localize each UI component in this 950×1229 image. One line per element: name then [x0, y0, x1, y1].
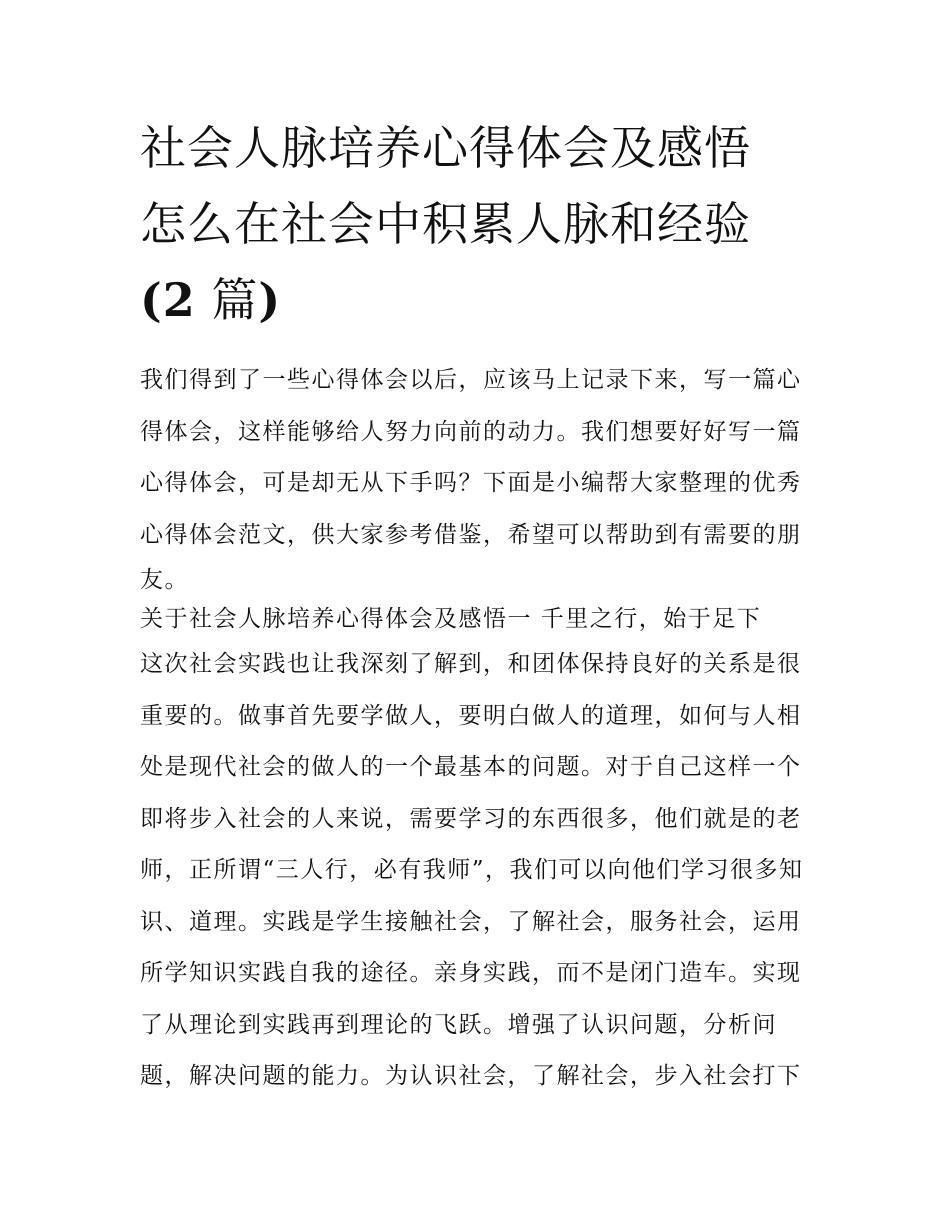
intro-line: 得体会，这样能够给人努力向前的动力。我们想要好好写一篇	[140, 418, 802, 445]
title-line-2: 怎么在社会中积累人脉和经验	[140, 197, 751, 251]
section-line: 识、道理。实践是学生接触社会，了解社会，服务社会，运用	[140, 908, 802, 935]
document-body	[140, 355, 830, 1103]
section-heading: 关于社会人脉培养心得体会及感悟一 千里之行，始于足下	[140, 606, 762, 632]
section-line: 重要的。做事首先要学做人，要明白做人的道理，如何与人相	[140, 702, 802, 729]
section-line: 了从理论到实践再到理论的飞跃。增强了认识问题，分析问	[140, 1011, 777, 1038]
intro-line: 友。	[140, 567, 189, 593]
title-line-3	[140, 262, 820, 338]
section-line: 所学知识实践自我的途径。亲身实践，而不是闭门造车。实现	[140, 960, 802, 986]
title-paren-open: (	[140, 273, 163, 327]
document-title	[140, 110, 820, 338]
title-paren-close: )	[258, 273, 282, 327]
intro-line: 心得体会范文，供大家参考借鉴，希望可以帮助到有需要的朋	[140, 521, 802, 548]
section-line: 处是现代社会的做人的一个最基本的问题。对于自己这样一个	[140, 754, 802, 780]
title-count: 2	[162, 273, 196, 327]
section-line: 这次社会实践也让我深刻了解到，和团体保持良好的关系是很	[140, 651, 802, 677]
section-line: 师，正所谓“三人行，必有我师”，我们可以向他们学习很多知	[140, 857, 804, 883]
section-paragraph	[140, 639, 830, 1103]
title-count-word: 篇	[195, 273, 259, 327]
section-line: 即将步入社会的人来说，需要学习的东西很多，他们就是的老	[140, 805, 802, 832]
intro-line: 心得体会，可是却无从下手吗？下面是小编帮大家整理的优秀	[140, 470, 802, 496]
section-line: 题，解决问题的能力。为认识社会，了解社会，步入社会打下	[140, 1063, 802, 1089]
intro-line: 我们得到了一些心得体会以后，应该马上记录下来，写一篇心	[140, 367, 802, 393]
intro-paragraph	[140, 355, 830, 600]
title-line-1: 社会人脉培养心得体会及感悟	[140, 121, 751, 175]
